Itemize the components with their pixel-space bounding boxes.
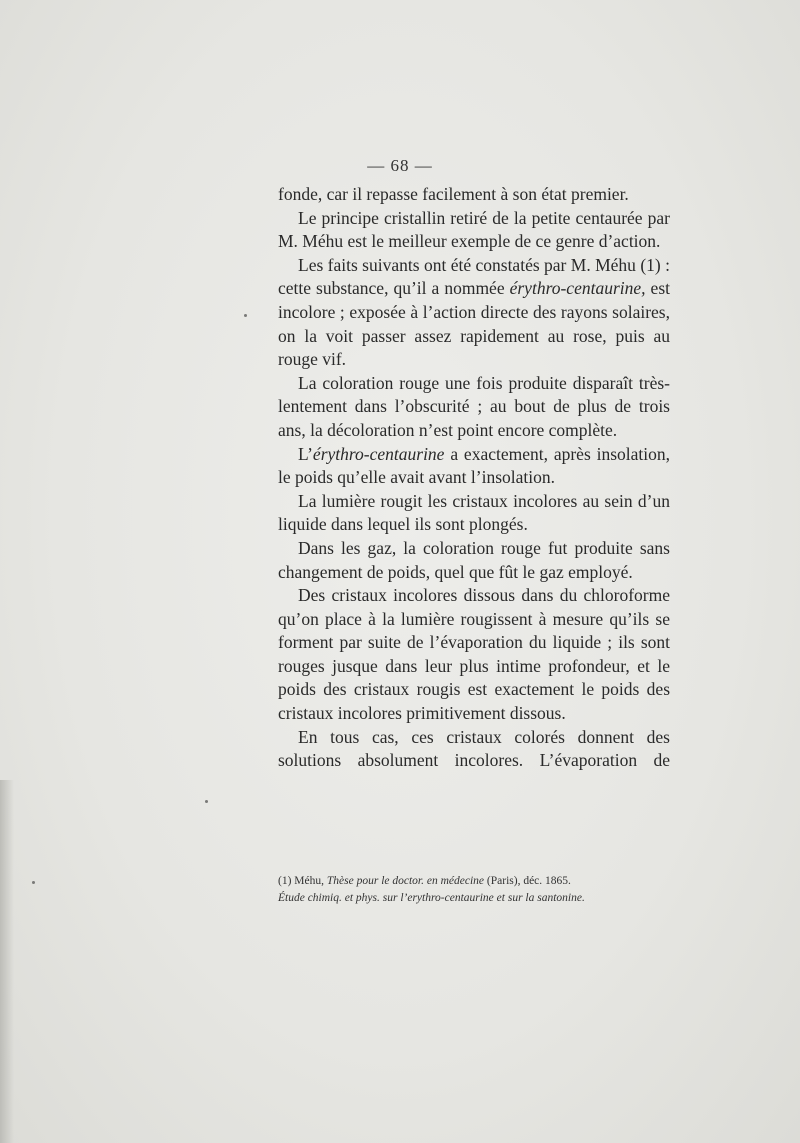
- footnote-line: [278, 890, 678, 907]
- paragraph-text: Les faits suivants ont été constatés par M. Méhu (1) : cette substance, qu’il a nommée: [278, 254, 670, 299]
- footnote-line: [278, 873, 678, 890]
- footnote-title: Étude chimiq. et phys. sur l’erythro-centaurine et sur la santonine.: [278, 892, 585, 904]
- footnote-title: Thèse pour le doctor. en médecine: [326, 875, 485, 887]
- paragraph: fonde, car il repasse facilement à son état premier.: [278, 184, 629, 204]
- page-speck: [244, 314, 247, 317]
- paragraph: La coloration rouge une fois produite disparaît très-lentement dans l’obscurité ; au bout de plus de trois ans, la décoloration n’est point encore complète.: [278, 372, 670, 440]
- italic-term: érythro-centaurine,: [509, 278, 646, 299]
- paragraph: La lumière rougit les cristaux incolores au sein d’un liquide dans lequel ils sont plongés.: [278, 490, 670, 535]
- paragraph: [278, 254, 670, 372]
- paragraph: En tous cas, ces cristaux colorés donnent des solutions absolument incolores. L’évaporation de: [278, 726, 670, 771]
- paragraph: Des cristaux incolores dissous dans du chloroforme qu’on place à la lumière rougissent à mesure qu’ils se forment par suite de l’évaporation du liquide ; ils sont rouges jusque dans leur plus intime profondeur, et le poids des cristaux rougis est exactement le poids des cristaux incolores primitivement dissous.: [278, 585, 670, 724]
- paragraph: [278, 443, 670, 490]
- body-text: [278, 183, 670, 773]
- paragraph-text: est incolore ; exposée à l’action directe des rayons solaires, on la voit passer assez rapidement au rose, puis au rouge vif.: [278, 278, 670, 370]
- page-speck: [32, 881, 35, 884]
- paragraph-text: L’: [298, 443, 313, 464]
- paragraph-text: a exactement, après insolation, le poids qu’elle avait avant l’insolation.: [278, 443, 670, 488]
- paragraph: Le principe cristallin retiré de la petite centaurée par M. Méhu est le meilleur exemple de ce genre d’action.: [278, 207, 670, 252]
- page-speck: [205, 800, 208, 803]
- footnotes: [278, 873, 678, 907]
- page-edge-shadow: [0, 780, 14, 1143]
- paragraph: Dans les gaz, la coloration rouge fut produite sans changement de poids, quel que fût le gaz employé.: [278, 537, 670, 582]
- footnote-author: Méhu,: [291, 875, 327, 887]
- footnote-detail: (Paris), déc. 1865.: [484, 875, 571, 887]
- footnote-marker: (1): [278, 875, 292, 887]
- italic-term: érythro-centaurine: [312, 443, 445, 464]
- page-number: — 68 —: [367, 156, 433, 175]
